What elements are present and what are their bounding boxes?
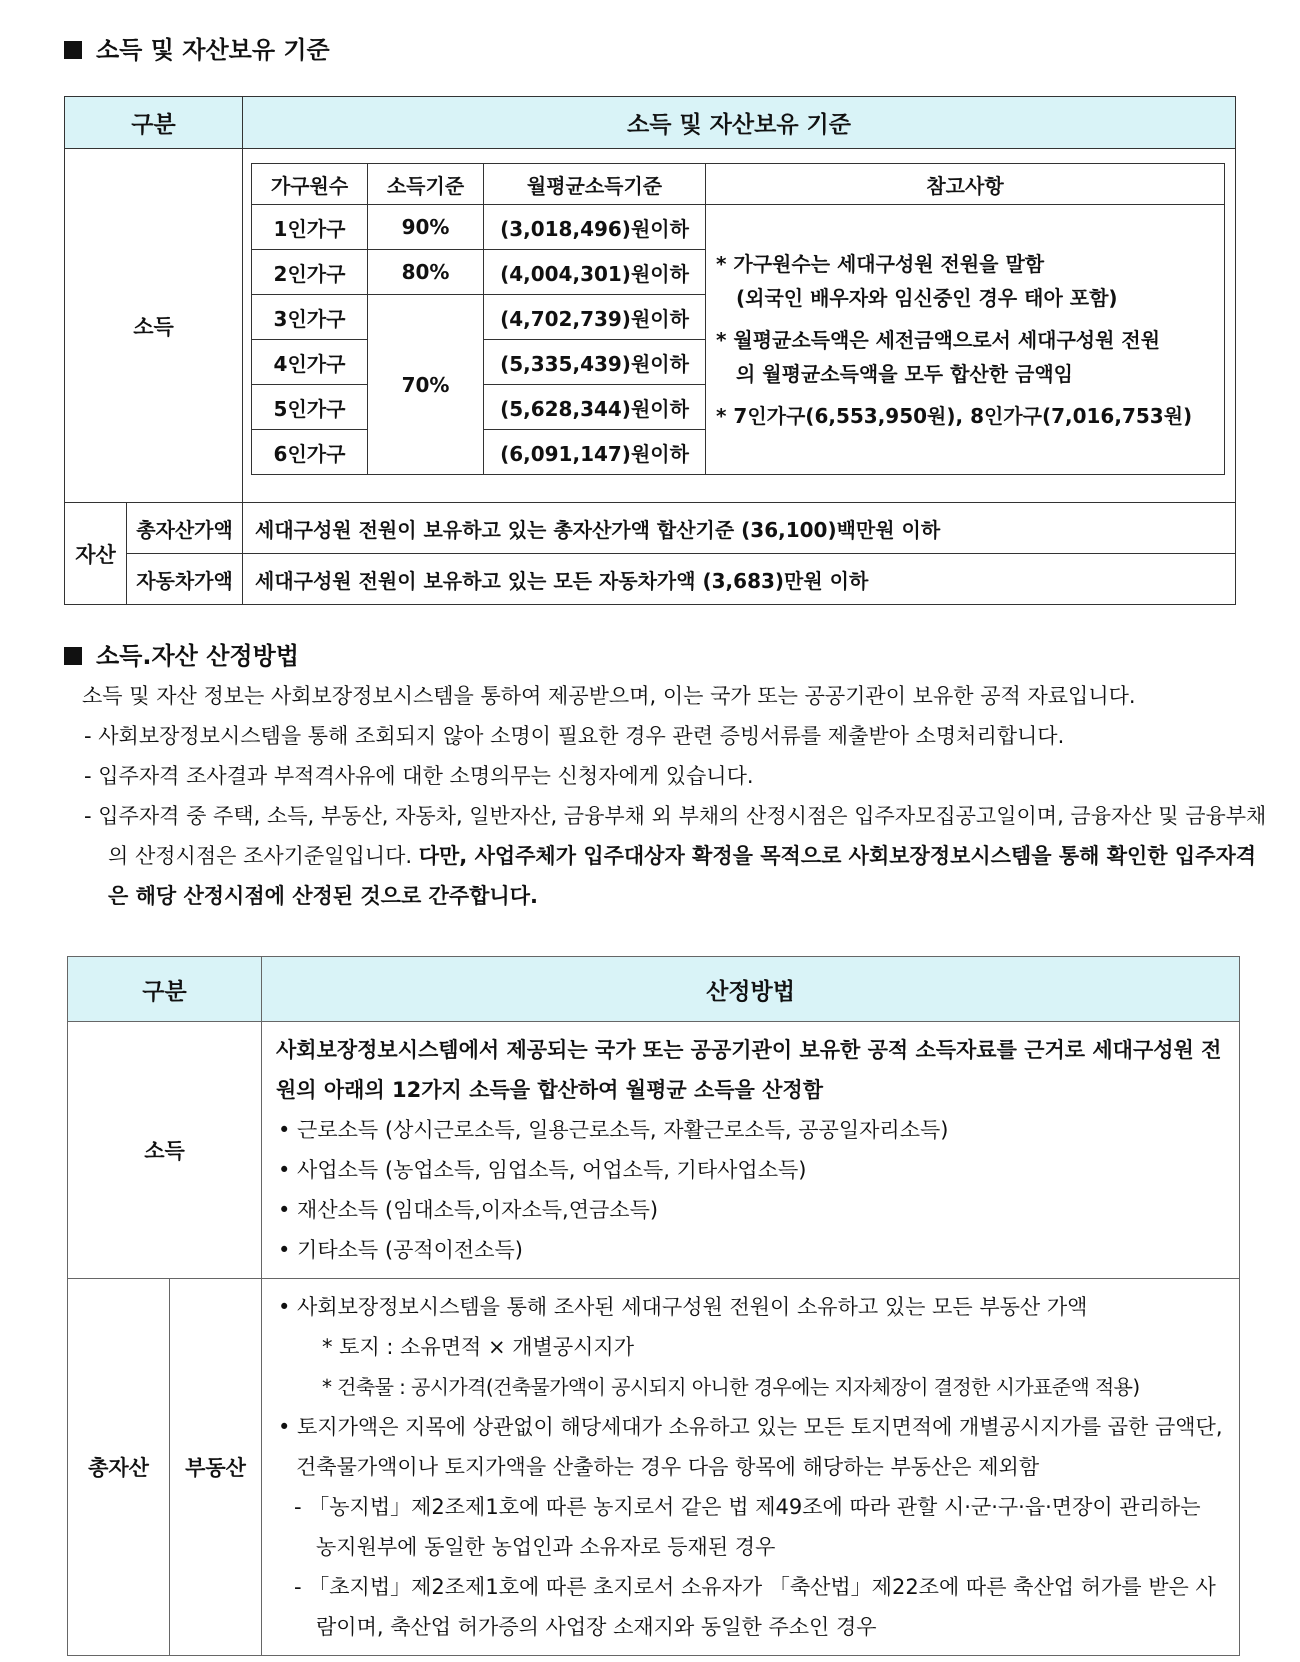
- table-row-amount: (5,335,439)원이하: [484, 340, 706, 385]
- table-row-rate: 90%: [368, 205, 484, 250]
- note-line: 의 월평균소득액을 모두 합산한 금액임: [736, 361, 1073, 386]
- inner-header-amount: 월평균소득기준: [484, 164, 706, 205]
- note-line: * 가구원수는 세대구성원 전원을 말함: [716, 251, 1045, 276]
- section2-heading: 소득.자산 산정방법: [64, 636, 299, 671]
- list-subitem: - 「농지법」제2조제1호에 따른 농지로서 같은 법 제49조에 따라 관할 시·군·구·읍·면장이 관리하는 농지원부에 동일한 농업인과 소유자로 등재된 경우: [294, 1495, 1201, 1559]
- square-bullet-icon: [64, 41, 82, 59]
- inner-header-rate: 소득기준: [368, 164, 484, 205]
- list-item: • 사업소득 (농업소득, 임업소득, 어업소득, 기타사업소득): [278, 1158, 807, 1182]
- table-row-amount: (5,628,344)원이하: [484, 385, 706, 430]
- inner-header-household: 가구원수: [252, 164, 368, 205]
- table-row-amount: (3,018,496)원이하: [484, 205, 706, 250]
- list-item: [84, 796, 1268, 916]
- income-subtable: [251, 163, 1225, 475]
- list-item-bold-text: 다만, 사업주체가 입주대상자 확정을 목적으로 사회보장정보시스템을 통해 확인한 입주자격은 해당 산정시점에 산정된 것으로 간주합니다.: [108, 844, 1257, 908]
- table-row-amount: (6,091,147)원이하: [484, 430, 706, 475]
- intro-paragraph: 소득 및 자산 정보는 사회보장정보시스템을 통하여 제공받으며, 이는 국가 또는 공공기관이 보유한 공적 자료입니다.: [82, 684, 1136, 708]
- section1-heading: 소득 및 자산보유 기준: [64, 30, 330, 65]
- total-asset-text: 세대구성원 전원이 보유하고 있는 총자산가액 합산기준 (36,100)백만원 이하: [243, 503, 1236, 554]
- income-label: 소득: [68, 1022, 262, 1279]
- note-line: (외국인 배우자와 임신중인 경우 태아 포함): [736, 285, 1118, 310]
- square-bullet-icon: [64, 647, 82, 665]
- table-row-household: 1인가구: [252, 205, 368, 250]
- asset-label: 자산: [65, 503, 127, 605]
- list-item: • 사회보장정보시스템을 통해 조사된 세대구성원 전원이 소유하고 있는 모든 부동산 가액: [278, 1295, 1088, 1319]
- table-row-rate: 80%: [368, 250, 484, 295]
- table2-header-method: 산정방법: [262, 957, 1240, 1022]
- income-method-cell: [262, 1022, 1240, 1279]
- car-value-text: 세대구성원 전원이 보유하고 있는 모든 자동차가액 (3,683)만원 이하: [243, 554, 1236, 605]
- table-row-amount: (4,702,739)원이하: [484, 295, 706, 340]
- list-item: • 토지가액은 지목에 상관없이 해당세대가 소유하고 있는 모든 토지면적에 개별공시지가를 곱한 금액단, 건축물가액이나 토지가액을 산출하는 경우 다음 항목에 해당하는 부동산은 제외함: [278, 1415, 1223, 1479]
- table-row-household: 3인가구: [252, 295, 368, 340]
- income-label: 소득: [65, 149, 243, 503]
- list-subitem: * 건축물 : 공시가격(건축물가액이 공시되지 아니한 경우에는 지자체장이 결정한 시가표준액 적용): [322, 1375, 1140, 1399]
- table1-header-category: 구분: [65, 97, 243, 149]
- list-subitem: * 토지 : 소유면적 × 개별공시지가: [322, 1335, 634, 1359]
- table-row-household: 4인가구: [252, 340, 368, 385]
- income-method-summary: 사회보장정보시스템에서 제공되는 국가 또는 공공기관이 보유한 공적 소득자료를 근거로 세대구성원 전원의 아래의 12가지 소득을 합산하여 월평균 소득을 산정함: [276, 1038, 1222, 1102]
- table-row-household: 2인가구: [252, 250, 368, 295]
- inner-header-notes: 참고사항: [706, 164, 1225, 205]
- table-row-household: 6인가구: [252, 430, 368, 475]
- list-item: • 재산소득 (임대소득,이자소득,연금소득): [278, 1198, 659, 1222]
- notes-cell: [706, 205, 1225, 475]
- table-row-rate: 70%: [368, 295, 484, 475]
- list-item: - 사회보장정보시스템을 통해 조회되지 않아 소명이 필요한 경우 관련 증빙서류를 제출받아 소명처리합니다.: [84, 724, 1065, 748]
- table2-header-category: 구분: [68, 957, 262, 1022]
- list-item: • 기타소득 (공적이전소득): [278, 1238, 523, 1262]
- total-asset-label: 총자산: [68, 1279, 170, 1656]
- note-line: * 월평균소득액은 세전금액으로서 세대구성원 전원: [716, 327, 1161, 352]
- table-row-amount: (4,004,301)원이하: [484, 250, 706, 295]
- income-asset-criteria-table: [64, 96, 1236, 605]
- real-estate-label: 부동산: [170, 1279, 262, 1656]
- table1-header-criteria: 소득 및 자산보유 기준: [243, 97, 1236, 149]
- real-estate-method-cell: [262, 1279, 1240, 1656]
- income-criteria-cell: [243, 149, 1236, 503]
- list-item: • 근로소득 (상시근로소득, 일용근로소득, 자활근로소득, 공공일자리소득): [278, 1118, 949, 1142]
- table-row-household: 5인가구: [252, 385, 368, 430]
- list-item-text: - 입주자격 중 주택, 소득, 부동산, 자동차, 일반자산, 금융부채 외 부채의 산정시점은 입주자모집공고일이며, 금융자산 및 금융부채의 산정시점은 조사기준일입니다.: [84, 804, 1267, 868]
- note-line: * 7인가구(6,553,950원), 8인가구(7,016,753원): [716, 403, 1193, 428]
- list-item: - 입주자격 조사결과 부적격사유에 대한 소명의무는 신청자에게 있습니다.: [84, 764, 754, 788]
- car-value-label: 자동차가액: [127, 554, 243, 605]
- list-subitem: - 「초지법」제2조제1호에 따른 초지로서 소유자가 「축산법」제22조에 따른 축산업 허가를 받은 사람이며, 축산업 허가증의 사업장 소재지와 동일한 주소인 경우: [294, 1575, 1216, 1639]
- total-asset-label: 총자산가액: [127, 503, 243, 554]
- calculation-method-table: [67, 956, 1240, 1656]
